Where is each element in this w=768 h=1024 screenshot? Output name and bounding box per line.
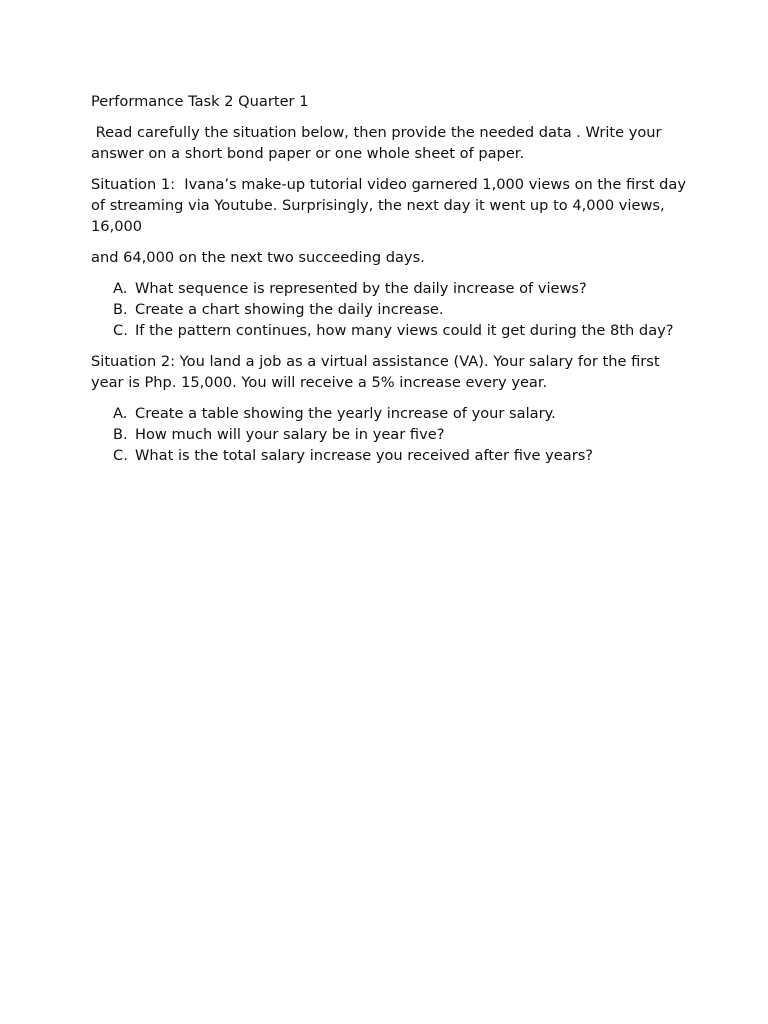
list-item <box>91 320 691 341</box>
situation-1-continuation: and 64,000 on the next two succeeding days. <box>91 249 425 266</box>
question-text: How much will your salary be in year five? <box>135 426 445 443</box>
list-marker: C. <box>113 322 128 339</box>
list-item <box>91 445 691 466</box>
list-marker: B. <box>113 301 128 318</box>
list-item <box>91 299 691 320</box>
list-item <box>91 278 691 299</box>
list-item <box>91 403 691 424</box>
question-text: What is the total salary increase you received after five years? <box>135 447 594 464</box>
situation-2-paragraph: Situation 2: You land a job as a virtual assistance (VA). Your salary for the first year is Php. 15,000. You will receive a 5% increase every year. <box>91 353 665 391</box>
list-marker: B. <box>113 426 128 443</box>
list-marker: A. <box>113 280 128 297</box>
list-item <box>91 424 691 445</box>
situation-2-questions <box>91 403 691 466</box>
question-text: Create a chart showing the daily increase. <box>135 301 444 318</box>
document-page <box>91 91 691 476</box>
situation-1-paragraph: Situation 1: Ivana’s make-up tutorial video garnered 1,000 views on the first day of streaming via Youtube. Surprisingly, the next day it went up to 4,000 views, 16,000 <box>91 176 691 235</box>
question-text: Create a table showing the yearly increase of your salary. <box>135 405 556 422</box>
document-title: Performance Task 2 Quarter 1 <box>91 93 309 110</box>
instructions-paragraph: Read carefully the situation below, then provide the needed data . Write your answer on a short bond paper or one whole sheet of paper. <box>91 124 667 162</box>
situation-1-questions <box>91 278 691 341</box>
list-marker: A. <box>113 405 128 422</box>
list-marker: C. <box>113 447 128 464</box>
question-text: What sequence is represented by the daily increase of views? <box>135 280 587 297</box>
question-text: If the pattern continues, how many views could it get during the 8th day? <box>135 322 674 339</box>
